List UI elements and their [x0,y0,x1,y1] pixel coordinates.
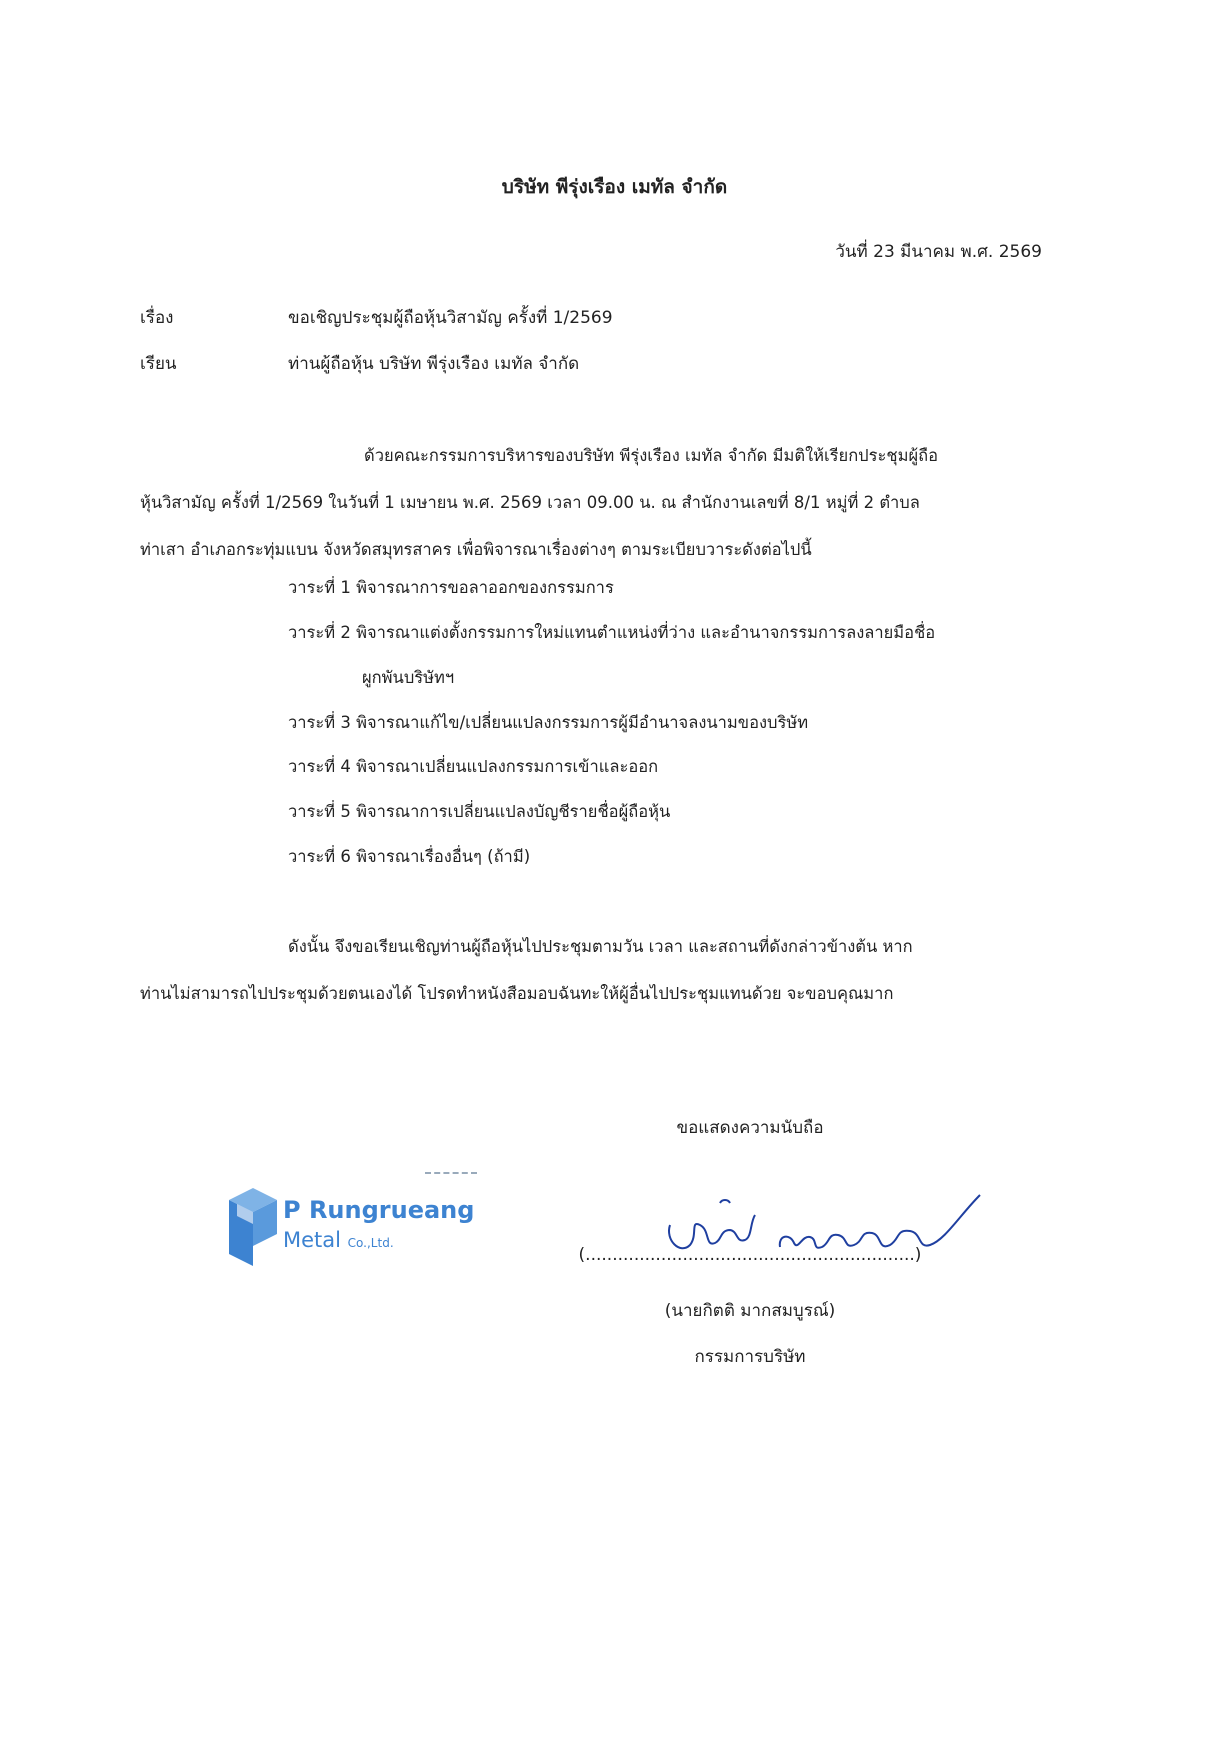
signer-position: กรรมการบริษัท [694,1347,806,1367]
closing-line-1: ดังนั้น จึงขอเรียนเชิญท่านผู้ถือหุ้นไปประชุมตามวัน เวลา และสถานที่ดังกล่าวข้างต้น หาก [288,937,913,956]
logo-text-line1: P Rungrueang [283,1196,475,1224]
cube-logo-icon [225,1178,281,1270]
logo-dash-line [425,1172,477,1174]
closing-paragraph [140,923,1088,1017]
intro-paragraph [140,432,1088,573]
intro-line-1: ด้วยคณะกรรมการบริหารของบริษัท พีรุ่งเรือง เมทัล จำกัด มีมติให้เรียกประชุมผู้ถือ [364,446,939,465]
subject-label: เรื่อง [140,308,174,328]
signer-name: (นายกิตติ มากสมบูรณ์) [664,1301,836,1321]
closing-line-2: ท่านไม่สามารถไปประชุมด้วยตนเองได้ โปรดทำหนังสือมอบฉันทะให้ผู้อื่นไปประชุมแทนด้วย จะขอบคุณมาก [140,984,894,1003]
agenda-item-1: วาระที่ 1 พิจารณาการขอลาออกของกรรมการ [288,578,614,597]
subject-value: ขอเชิญประชุมผู้ถือหุ้นวิสามัญ ครั้งที่ 1/2569 [288,308,613,328]
to-value: ท่านผู้ถือหุ้น บริษัท พีรุ่งเรือง เมทัล จำกัด [288,354,580,374]
agenda-item-6: วาระที่ 6 พิจารณาเรื่องอื่นๆ (ถ้ามี) [288,847,531,866]
logo-metal-text: Metal [283,1228,341,1252]
agenda-item-4: วาระที่ 4 พิจารณาเปลี่ยนแปลงกรรมการเข้าและออก [288,757,659,776]
regards-text: ขอแสดงความนับถือ [676,1118,824,1138]
company-logo [225,1178,485,1278]
agenda-item-3: วาระที่ 3 พิจารณาแก้ไข/เปลี่ยนแปลงกรรมการผู้มีอำนาจลงนามของบริษัท [288,713,809,732]
signature-dotted-line: (.............................................................) [578,1245,922,1265]
intro-line-3: ท่าเสา อำเภอกระทุ่มแบน จังหวัดสมุทรสาคร เพื่อพิจารณาเรื่องต่างๆ ตามระเบียบวาระดังต่อไปนี้ [140,540,812,559]
intro-line-2: หุ้นวิสามัญ ครั้งที่ 1/2569 ในวันที่ 1 เมษายน พ.ศ. 2569 เวลา 09.00 น. ณ สำนักงานเลขที่ 8/1 หมู่ที่ 2 ตำบล [140,493,920,512]
agenda-item-5: วาระที่ 5 พิจารณาการเปลี่ยนแปลงบัญชีรายชื่อผู้ถือหุ้น [288,802,671,821]
to-label: เรียน [140,354,177,374]
date-line: วันที่ 23 มีนาคม พ.ศ. 2569 [835,242,1042,262]
agenda-item-2-cont: ผูกพันบริษัทฯ [362,668,455,687]
logo-text-line2 [283,1228,394,1252]
agenda-item-2: วาระที่ 2 พิจารณาแต่งตั้งกรรมการใหม่แทนตำแหน่งที่ว่าง และอำนาจกรรมการลงลายมือชื่อ [288,623,936,642]
logo-coltd-text: Co.,Ltd. [347,1236,394,1250]
company-title: บริษัท พีรุ่งเรือง เมทัล จำกัด [501,176,728,198]
